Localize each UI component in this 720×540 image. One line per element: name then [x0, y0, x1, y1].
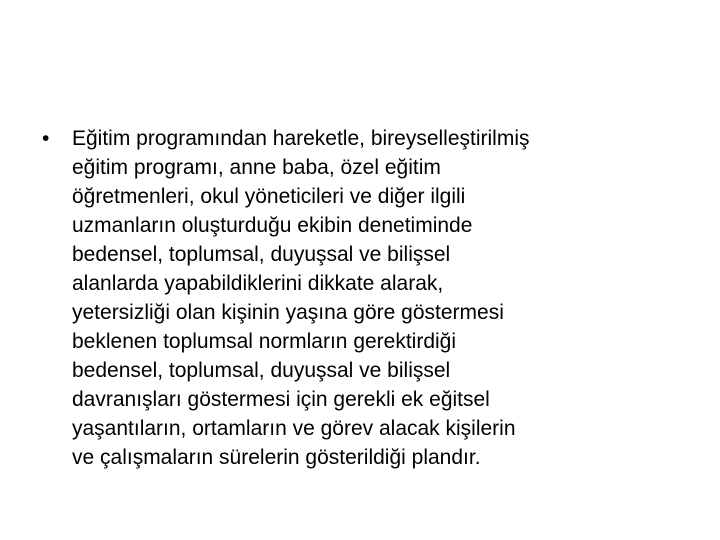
paragraph-line-7: yetersizliği olan kişinin yaşına göre göstermesi	[72, 301, 504, 324]
paragraph-line-9: bedensel, toplumsal, duyuşsal ve bilişsel	[72, 359, 451, 382]
slide-content	[40, 124, 680, 472]
paragraph-line-4: uzmanların oluşturduğu ekibin denetiminde	[72, 214, 473, 237]
paragraph-line-3: öğretmenleri, okul yöneticileri ve diğer ilgili	[72, 185, 466, 208]
paragraph-line-10: davranışları göstermesi için gerekli ek eğitsel	[72, 388, 490, 411]
bullet-dot-icon: •	[42, 127, 50, 150]
bullet-item	[40, 124, 680, 472]
paragraph-line-12: ve çalışmaların sürelerin gösterildiği plandır.	[72, 446, 481, 469]
paragraph-line-8: beklenen toplumsal normların gerektirdiği	[72, 330, 457, 353]
paragraph-line-2: eğitim programı, anne baba, özel eğitim	[72, 156, 441, 179]
bullet-list	[40, 124, 680, 472]
paragraph-line-6: alanlarda yapabildiklerini dikkate alarak,	[72, 272, 444, 295]
paragraph-line-5: bedensel, toplumsal, duyuşsal ve bilişsel	[72, 243, 451, 266]
paragraph-line-11: yaşantıların, ortamların ve görev alacak kişilerin	[72, 417, 516, 440]
paragraph-line-1: Eğitim programından hareketle, bireyselleştirilmiş	[72, 127, 530, 150]
